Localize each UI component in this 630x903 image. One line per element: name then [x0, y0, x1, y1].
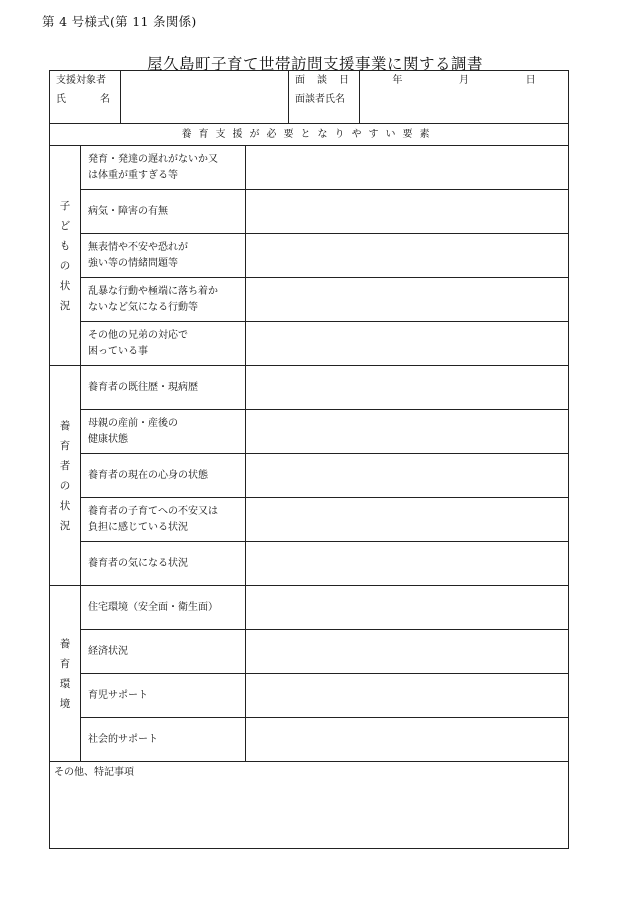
- item-label-line: 乱暴な行動や極端に落ち着か: [88, 285, 218, 297]
- item-label-line: 社会的サポート: [88, 733, 158, 745]
- item-answer-field[interactable]: [246, 454, 569, 498]
- interviewer-name-field[interactable]: [360, 90, 568, 109]
- item-label-line: 母親の産前・産後の: [88, 417, 178, 429]
- item-label-line: 養育者の既往歴・現病歴: [88, 381, 198, 393]
- item-answer-field[interactable]: [246, 718, 569, 762]
- group-label-char: 者: [59, 459, 71, 472]
- item-answer-field[interactable]: [246, 586, 569, 630]
- survey-form: [49, 70, 568, 850]
- interview-date-field[interactable]: [360, 71, 568, 90]
- item-answer-field[interactable]: [246, 542, 569, 586]
- table-row: [50, 190, 569, 234]
- item-label: [81, 410, 246, 454]
- group-label-char: 境: [59, 697, 71, 710]
- item-label-line: 育児サポート: [88, 689, 148, 701]
- item-answer-field[interactable]: [246, 498, 569, 542]
- group-label-char: 況: [59, 299, 71, 312]
- item-label-line: 困っている事: [88, 345, 148, 357]
- group-label-char: 育: [59, 439, 71, 452]
- name-label-first: 氏: [56, 94, 66, 105]
- interview-date-label-char: 日: [339, 75, 349, 86]
- item-label: [81, 542, 246, 586]
- table-row: [50, 454, 569, 498]
- group-label-char: 環: [59, 677, 71, 690]
- item-answer-field[interactable]: [246, 366, 569, 410]
- item-answer-field[interactable]: [246, 234, 569, 278]
- group-label-parenting-environment: [50, 586, 81, 762]
- interview-values: [360, 71, 569, 124]
- item-label: [81, 234, 246, 278]
- item-label-line: 養育者の現在の心身の状態: [88, 469, 208, 481]
- item-label: [81, 190, 246, 234]
- date-month-label: 月: [458, 75, 469, 86]
- interview-date-label-char: 談: [317, 75, 327, 86]
- table-row: [50, 630, 569, 674]
- item-label-line: 健康状態: [88, 433, 128, 445]
- group-label-char: の: [59, 259, 71, 272]
- item-label: [81, 498, 246, 542]
- item-label-line: 養育者の気になる状況: [88, 557, 188, 569]
- group-label-char: 育: [59, 657, 71, 670]
- item-answer-field[interactable]: [246, 278, 569, 322]
- interview-date-label: [295, 71, 359, 90]
- table-row: [50, 146, 569, 190]
- item-label: [81, 366, 246, 410]
- interviewer-name-label: 面談者氏名: [295, 94, 345, 105]
- document-title: 屋久島町子育て世帯訪問支援事業に関する調書: [146, 55, 483, 73]
- item-answer-field[interactable]: [246, 674, 569, 718]
- interview-date-label-char: 面: [295, 75, 305, 86]
- form-number: 第 4 号様式(第 11 条関係): [42, 14, 197, 29]
- interview-labels: [289, 71, 360, 124]
- date-year-label: 年: [392, 75, 403, 86]
- item-label: [81, 146, 246, 190]
- table-row: [50, 410, 569, 454]
- table-row: [50, 586, 569, 630]
- target-person-label-line2: [56, 90, 120, 109]
- item-label-line: 病気・障害の有無: [88, 205, 168, 217]
- item-label: [81, 454, 246, 498]
- header-row: [50, 71, 569, 124]
- table-row: [50, 718, 569, 762]
- item-label: [81, 674, 246, 718]
- item-answer-field[interactable]: [246, 146, 569, 190]
- item-answer-field[interactable]: [246, 410, 569, 454]
- target-person-label-line1: 支援対象者: [56, 75, 106, 86]
- item-label: [81, 322, 246, 366]
- group-label-char: 況: [59, 519, 71, 532]
- group-label-char: ど: [59, 219, 71, 232]
- item-label-line: 住宅環境（安全面・衛生面）: [88, 601, 218, 613]
- item-label: [81, 630, 246, 674]
- notes-row: [50, 762, 569, 849]
- table-row: [50, 234, 569, 278]
- section-header-row: [50, 124, 569, 146]
- item-label-line: 強い等の情緒問題等: [88, 257, 178, 269]
- item-label-line: 発育・発達の遅れがないか又: [88, 153, 218, 165]
- item-label: [81, 586, 246, 630]
- table-row: [50, 366, 569, 410]
- group-label-caregiver-status: [50, 366, 81, 586]
- item-label-line: は体重が重すぎる等: [88, 169, 178, 181]
- item-label-line: その他の兄弟の対応で: [88, 329, 188, 341]
- item-label-line: 養育者の子育てへの不安又は: [88, 505, 218, 517]
- item-label-line: 無表情や不安や恐れが: [88, 241, 188, 253]
- item-label: [81, 278, 246, 322]
- group-label-char: 状: [59, 279, 71, 292]
- table-row: [50, 278, 569, 322]
- group-label-char: 状: [59, 499, 71, 512]
- notes-field[interactable]: [50, 762, 569, 849]
- table-row: [50, 498, 569, 542]
- group-label-char: 養: [59, 637, 71, 650]
- group-label-char: 養: [59, 419, 71, 432]
- item-answer-field[interactable]: [246, 322, 569, 366]
- table-row: [50, 542, 569, 586]
- item-label-line: ないなど気になる行動等: [88, 301, 198, 313]
- section-header: 養育支援が必要となりやすい要素: [50, 124, 569, 146]
- notes-label: その他、特記事項: [54, 767, 134, 778]
- group-label-char: の: [59, 479, 71, 492]
- table-row: [50, 674, 569, 718]
- target-person-label: [50, 71, 121, 124]
- item-label: [81, 718, 246, 762]
- group-label-char: 子: [59, 199, 71, 212]
- name-label-second: 名: [100, 94, 110, 105]
- group-label-child-status: [50, 146, 81, 366]
- date-day-label: 日: [525, 75, 536, 86]
- group-label-char: も: [59, 239, 71, 252]
- item-label-line: 経済状況: [88, 645, 128, 657]
- item-label-line: 負担に感じている状況: [88, 521, 188, 533]
- item-answer-field[interactable]: [246, 190, 569, 234]
- target-person-name-field[interactable]: [121, 71, 289, 124]
- item-answer-field[interactable]: [246, 630, 569, 674]
- table-row: [50, 322, 569, 366]
- survey-table: [49, 70, 569, 849]
